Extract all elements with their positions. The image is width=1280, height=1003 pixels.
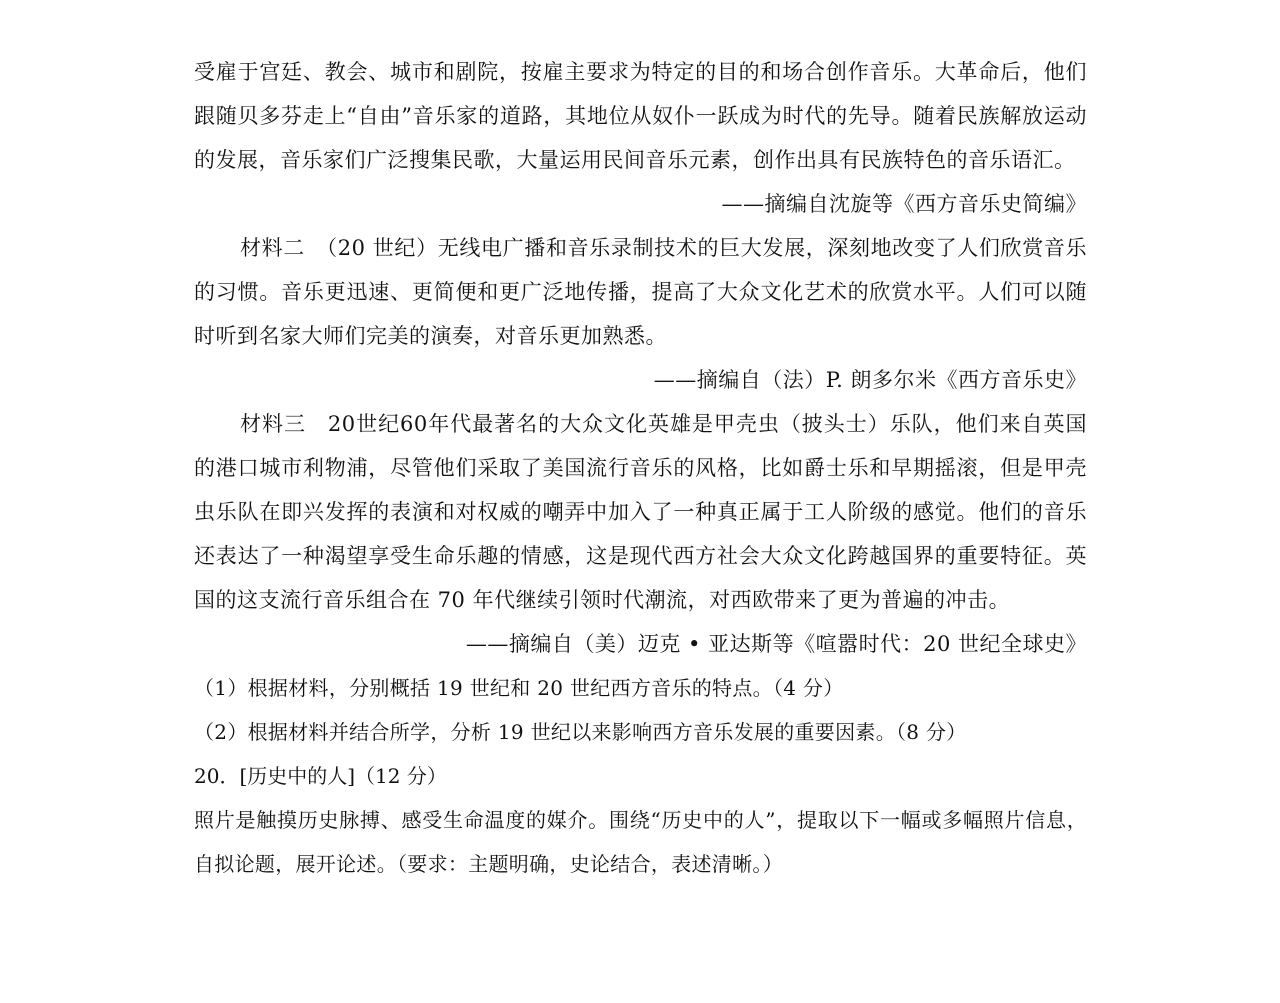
material-two-text: 材料二 （20 世纪）无线电广播和音乐录制技术的巨大发展，深刻地改变了人们欣赏音乐的习惯。音乐更迅速、更简便和更广泛地传播，提高了大众文化艺术的欣赏水平。人们可以随时听到名家大师们完美的演奏，对音乐更加熟悉。 [194,236,1087,348]
exam-page [194,50,1087,886]
material-two-source: ——摘编自（法）P. 朗多尔米《西方音乐史》 [653,368,1087,392]
material-three-text: 材料三 20世纪60年代最著名的大众文化英雄是甲壳虫（披头士）乐队，他们来自英国的港口城市利物浦，尽管他们采取了美国流行音乐的风格，比如爵士乐和早期摇滚，但是甲壳虫乐队在即兴发挥的表演和对权威的嘲弄中加入了一种真正属于工人阶级的感觉。他们的音乐还表达了一种渴望享受生命乐趣的情感，这是现代西方社会大众文化跨越国界的重要特征。英国的这支流行音乐组合在 70 年代继续引领时代潮流，对西欧带来了更为普遍的冲击。 [194,412,1087,612]
material-one-source: ——摘编自沈旋等《西方音乐史简编》 [721,192,1087,216]
material-three-source: ——摘编自（美）迈克 • 亚达斯等《喧嚣时代：20 世纪全球史》 [465,632,1087,656]
question-2: （2）根据材料并结合所学，分析 19 世纪以来影响西方音乐发展的重要因素。（8 分） [194,720,967,744]
question-20-title: 20．[历史中的人]（12 分） [194,764,447,788]
question-1: （1）根据材料，分别概括 19 世纪和 20 世纪西方音乐的特点。（4 分） [194,676,844,700]
material-one-text: 受雇于宫廷、教会、城市和剧院，按雇主要求为特定的目的和场合创作音乐。大革命后，他们跟随贝多芬走上“自由”音乐家的道路，其地位从奴仆一跃成为时代的先导。随着民族解放运动的发展，音乐家们广泛搜集民歌，大量运用民间音乐元素，创作出具有民族特色的音乐语汇。 [194,60,1087,172]
question-20-text: 照片是触摸历史脉搏、感受生命温度的媒介。围绕“历史中的人”，提取以下一幅或多幅照片信息，自拟论题，展开论述。（要求：主题明确，史论结合，表述清晰。） [194,808,1087,876]
